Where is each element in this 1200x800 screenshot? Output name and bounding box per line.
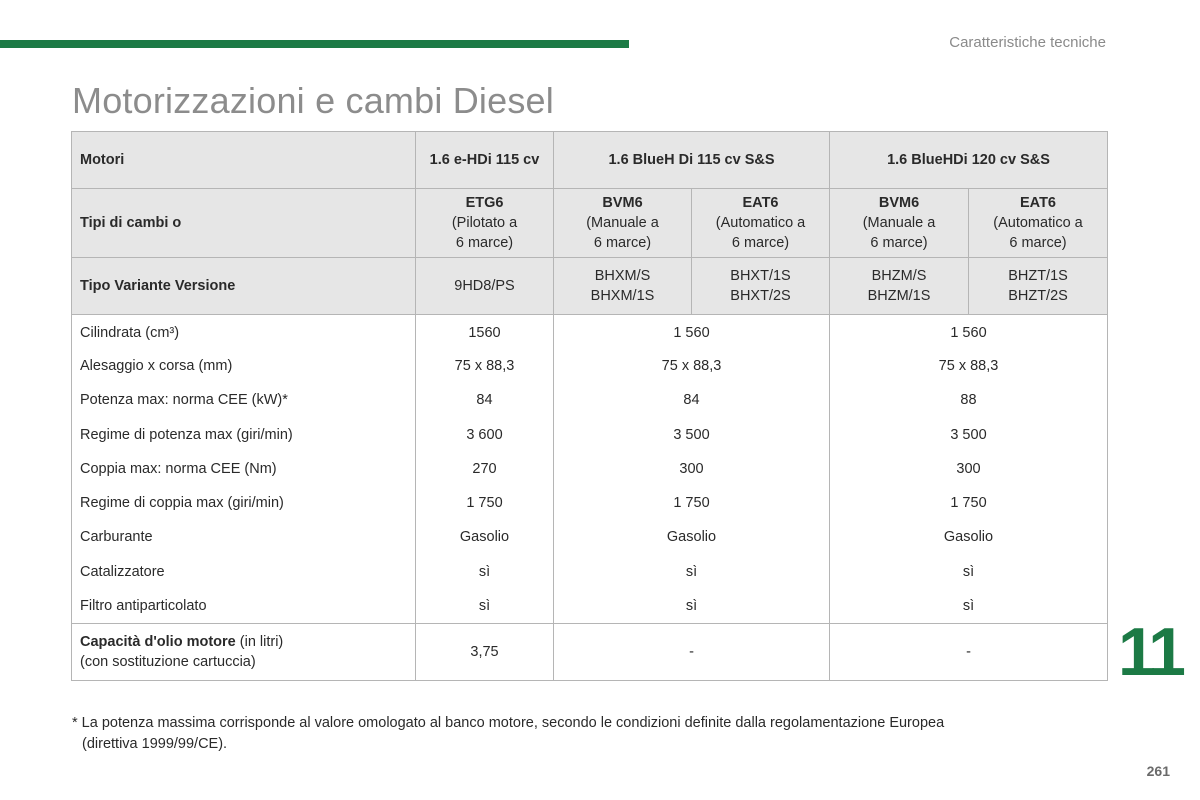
spec-value: 3 500 <box>830 417 1108 451</box>
spec-value: Gasolio <box>830 520 1108 554</box>
variant-code: BHZM/S <box>871 268 927 284</box>
spec-value: Gasolio <box>554 520 830 554</box>
oil-capacity-row <box>72 623 1108 680</box>
spec-row <box>72 520 1108 554</box>
gearbox-cell <box>554 189 692 258</box>
gearbox-desc: (Pilotato a <box>451 215 518 231</box>
engine-name: 1.6 BlueHDi 120 cv S&S <box>830 132 1108 189</box>
spec-label: Regime di coppia max (giri/min) <box>72 486 416 520</box>
gearbox-desc: 6 marce) <box>455 235 514 251</box>
spec-label: Carburante <box>72 520 416 554</box>
gearbox-desc: (Manuale a <box>586 215 659 231</box>
gearbox-code: BVM6 <box>878 195 920 211</box>
gearbox-desc: 6 marce) <box>870 235 928 251</box>
page-number: 261 <box>1146 763 1170 779</box>
variant-code: BHXT/2S <box>730 288 791 304</box>
spec-value: 300 <box>830 452 1108 486</box>
oil-label-bold: Capacità d'olio motore <box>80 633 236 650</box>
variant-code: BHZT/2S <box>1008 288 1068 304</box>
spec-value: 88 <box>830 383 1108 417</box>
spec-value: 1560 <box>416 315 554 349</box>
spec-value: 75 x 88,3 <box>830 349 1108 383</box>
chapter-number: 11 <box>1118 614 1182 690</box>
spec-value: 75 x 88,3 <box>416 349 554 383</box>
specs-table <box>71 131 1108 681</box>
variant-code: BHZT/1S <box>1008 268 1068 284</box>
variant-code: BHXT/1S <box>730 268 791 284</box>
footnote <box>72 713 1032 755</box>
spec-row <box>72 452 1108 486</box>
gearbox-desc: (Automatico a <box>715 215 806 231</box>
gearbox-row <box>72 189 1108 258</box>
engine-name: 1.6 e-HDi 115 cv <box>416 132 554 189</box>
oil-capacity-label <box>72 623 416 680</box>
variant-cell <box>692 258 830 315</box>
variant-cell <box>830 258 969 315</box>
spec-label: Coppia max: norma CEE (Nm) <box>72 452 416 486</box>
spec-value: sì <box>554 589 830 623</box>
spec-value: 3 600 <box>416 417 554 451</box>
spec-value: sì <box>416 589 554 623</box>
gearbox-desc: (Automatico a <box>993 215 1083 231</box>
spec-value: 1 560 <box>554 315 830 349</box>
section-label: Caratteristiche tecniche <box>949 34 1106 51</box>
spec-value: sì <box>830 589 1108 623</box>
engine-name: 1.6 BlueH Di 115 cv S&S <box>554 132 830 189</box>
spec-value: 270 <box>416 452 554 486</box>
footnote-line: * La potenza massima corrisponde al valore omologato al banco motore, secondo le condizioni definite dalla regolamentazione Europea <box>72 715 945 731</box>
spec-label: Catalizzatore <box>72 555 416 589</box>
variant-code: BHXM/S <box>594 268 651 284</box>
variant-code: BHXM/1S <box>590 288 655 304</box>
spec-value: 3,75 <box>416 623 554 680</box>
spec-label: Potenza max: norma CEE (kW)* <box>72 383 416 417</box>
spec-label: Alesaggio x corsa (mm) <box>72 349 416 383</box>
spec-label: Regime di potenza max (giri/min) <box>72 417 416 451</box>
spec-value: 1 560 <box>830 315 1108 349</box>
gearbox-desc: 6 marce) <box>593 235 652 251</box>
spec-row <box>72 383 1108 417</box>
spec-value: - <box>554 623 830 680</box>
spec-row <box>72 486 1108 520</box>
spec-row <box>72 315 1108 349</box>
engine-row <box>72 132 1108 189</box>
spec-value: - <box>830 623 1108 680</box>
footnote-line: (direttiva 1999/99/CE). <box>82 736 228 752</box>
gearbox-cell <box>969 189 1108 258</box>
spec-value: Gasolio <box>416 520 554 554</box>
spec-value: 1 750 <box>416 486 554 520</box>
engine-row-label: Motori <box>72 132 416 189</box>
spec-label: Cilindrata (cm³) <box>72 315 416 349</box>
variant-row-label: Tipo Variante Versione <box>72 258 416 315</box>
gearbox-cell <box>692 189 830 258</box>
variant-cell <box>969 258 1108 315</box>
variant-cell <box>554 258 692 315</box>
spec-row <box>72 589 1108 623</box>
spec-value: 1 750 <box>830 486 1108 520</box>
spec-value: 300 <box>554 452 830 486</box>
page-title: Motorizzazioni e cambi Diesel <box>72 80 554 121</box>
oil-label-note: (con sostituzione cartuccia) <box>80 653 256 670</box>
spec-value: 84 <box>416 383 554 417</box>
variant-row <box>72 258 1108 315</box>
spec-value: sì <box>830 555 1108 589</box>
top-accent-bar <box>0 40 629 48</box>
variant-cell: 9HD8/PS <box>416 258 554 315</box>
spec-value: sì <box>416 555 554 589</box>
spec-value: 84 <box>554 383 830 417</box>
spec-label: Filtro antiparticolato <box>72 589 416 623</box>
gearbox-cell <box>830 189 969 258</box>
spec-value: 75 x 88,3 <box>554 349 830 383</box>
gearbox-desc: 6 marce) <box>1009 235 1067 251</box>
spec-row <box>72 417 1108 451</box>
spec-value: sì <box>554 555 830 589</box>
gearbox-code: EAT6 <box>1020 195 1056 211</box>
spec-value: 1 750 <box>554 486 830 520</box>
spec-value: 3 500 <box>554 417 830 451</box>
spec-row <box>72 555 1108 589</box>
gearbox-cell <box>416 189 554 258</box>
gearbox-row-label: Tipi di cambi o <box>72 189 416 258</box>
oil-label-suffix: (in litri) <box>235 633 284 650</box>
gearbox-desc: 6 marce) <box>731 235 790 251</box>
spec-row <box>72 349 1108 383</box>
gearbox-code: ETG6 <box>465 195 504 211</box>
variant-code: BHZM/1S <box>867 288 931 304</box>
gearbox-code: EAT6 <box>742 195 779 211</box>
gearbox-code: BVM6 <box>602 195 643 211</box>
gearbox-desc: (Manuale a <box>862 215 936 231</box>
